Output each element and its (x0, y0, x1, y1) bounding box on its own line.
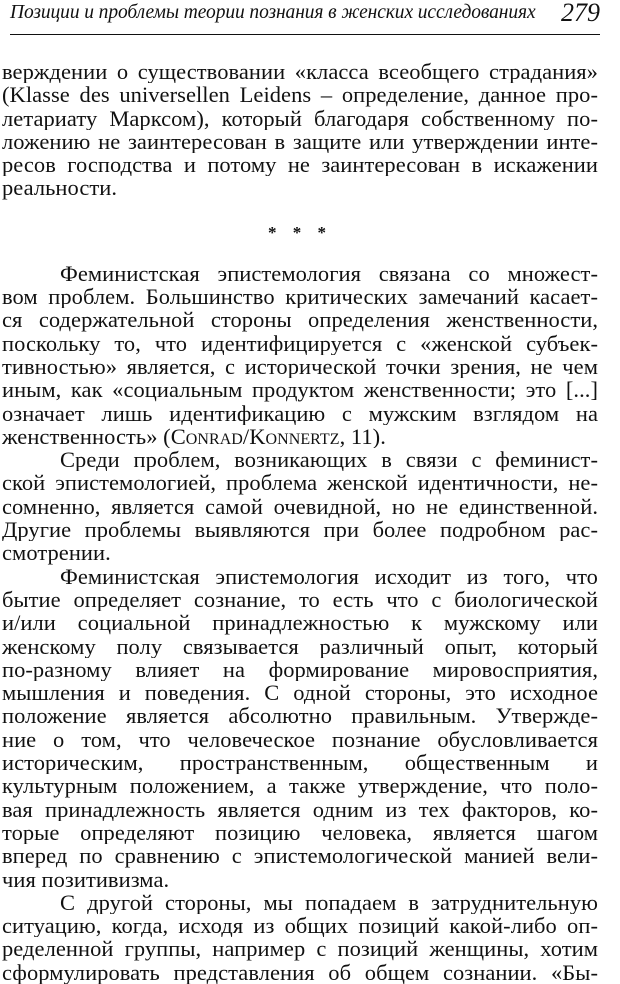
text-line: сформулировать представления об общем сознании. «Бы- (2, 960, 598, 984)
citation: Conrad/Konnertz (170, 424, 340, 449)
text-line: тивностью» является, с исторической точки зрения, не чем (2, 354, 598, 379)
text-line: (Klasse des universellen Leidens – определение, данное про- (2, 83, 598, 107)
text-line: ние о том, что человеческое познание обусловливается (2, 727, 598, 752)
text-line: вом проблем. Большинство критических замечаний касает- (2, 285, 598, 309)
text-line: поскольку то, что идентифицируется с «женской субъек- (2, 331, 598, 355)
paragraph-1 (2, 60, 598, 200)
text-line: ской эпистемологией, проблема женской идентичности, не- (2, 471, 598, 495)
text-line: С другой стороны, мы попадаем в затруднительную (60, 890, 598, 915)
paragraph-2 (2, 262, 598, 448)
running-title: Позиции и проблемы теории познания в женских исследованиях (10, 2, 536, 23)
page-number: 279 (561, 0, 600, 27)
text-line: ределенной группы, например с позиций женщины, хотим (2, 937, 598, 961)
text-fragment: , 11). (339, 424, 386, 449)
text-line: Среди проблем, возникающих в связи с феминист- (60, 448, 598, 472)
text-line: бытие определяет сознание, то есть что с биологической (2, 587, 598, 612)
text-line: смотрении. (2, 541, 111, 565)
text-line: мышления и поведения. С одной стороны, это исходное (2, 681, 598, 705)
text-fragment: женственность» ( (2, 424, 171, 449)
text-line: Феминистская эпистемология связана со множест- (60, 261, 598, 286)
text-line: культурным положением, а также утверждение, что поло- (2, 774, 598, 798)
text-line: ситуацию, когда, исходя из общих позиций какой-либо оп- (2, 914, 598, 938)
text-line: по-разному влияет на формирование мировосприятия, (2, 657, 598, 682)
paragraph-5 (2, 891, 598, 984)
text-line: женскому полу связывается различный опыт, который (2, 634, 598, 658)
text-line: означает лишь идентификацию с мужским взглядом на (2, 401, 598, 425)
text-line: иным, как «социальным продуктом женственности; это [...] (2, 378, 598, 402)
body-text (2, 60, 598, 984)
text-line: Другие проблемы выявляются при более подробном рас- (2, 518, 598, 542)
text-line: вая принадлежность является одним из тех факторов, ко- (2, 797, 598, 821)
text-line: историческим, пространственным, общественным и (2, 751, 598, 775)
text-line: торые определяют позицию человека, является шагом (2, 820, 598, 845)
text-line: верждении о существовании «класса всеобщего страдания» (2, 60, 598, 84)
text-line: чия позитивизма. (2, 867, 170, 891)
paragraph-3 (2, 448, 598, 564)
text-line: реальности. (2, 176, 118, 200)
text-line: положение является абсолютно правильным. Утвержде- (2, 704, 598, 728)
text-line: и/или социальной принадлежностью к мужскому или (2, 611, 598, 635)
header-rule (10, 34, 600, 35)
text-line: Феминистская эпистемология исходит из того, что (60, 564, 598, 588)
text-line: ресов господства и потому не заинтересован в искажении (2, 153, 598, 177)
section-break: * * * (268, 222, 332, 242)
text-line: вперед по сравнению с эпистемологической манией вели- (2, 844, 598, 868)
text-line: летариату Марксом), который благодаря собственному по- (2, 106, 598, 130)
text-line (2, 425, 598, 448)
text-line: ся содержательной стороны определения женственности, (2, 308, 598, 332)
page-header (10, 0, 600, 36)
paragraph-4 (2, 565, 598, 891)
text-line: сомненно, является самой очевидной, но не единственной. (2, 494, 598, 519)
text-line: ложению не заинтересован в защите или утверждении инте- (2, 129, 598, 154)
